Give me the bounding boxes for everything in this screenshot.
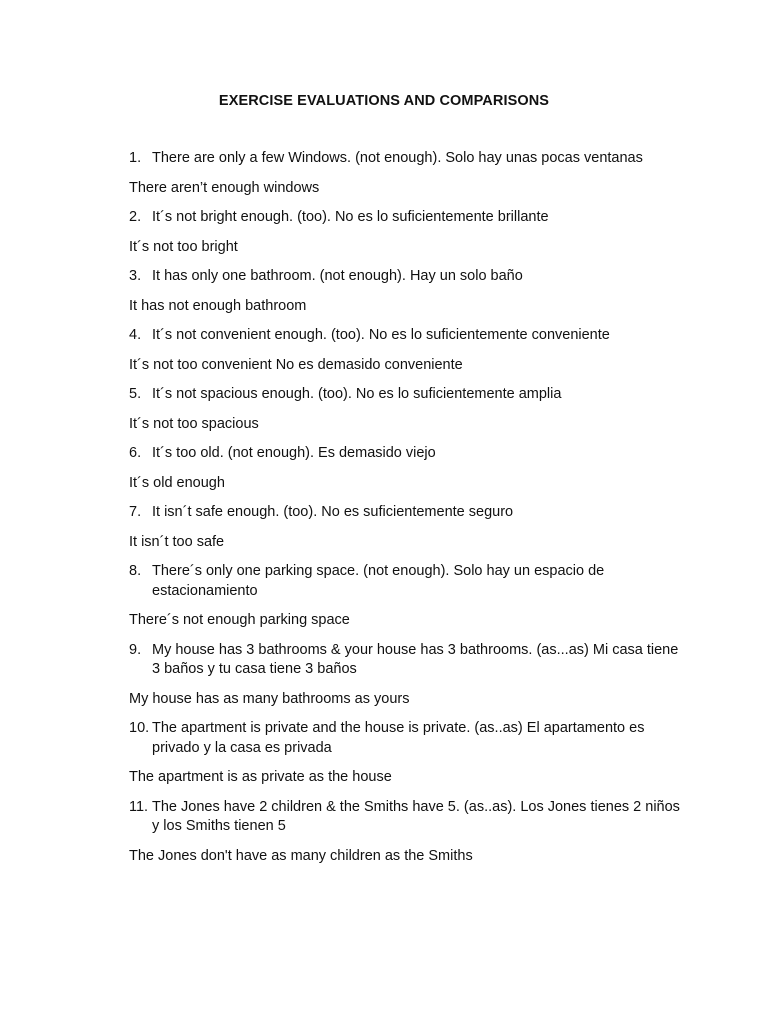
exercise-number: 2. xyxy=(129,209,142,225)
exercise-5-question xyxy=(129,385,689,405)
exercise-2-question xyxy=(129,208,689,228)
exercise-question-text: There are only a few Windows. (not enough). Solo hay unas pocas ventanas xyxy=(152,150,643,166)
exercise-question-text: It´s not bright enough. (too). No es lo suficientemente brillante xyxy=(152,209,549,225)
exercise-7-answer: It isn´t too safe xyxy=(129,533,225,550)
exercise-11-answer: The Jones don't have as many children as the Smiths xyxy=(129,847,473,864)
exercise-8-question xyxy=(129,562,689,601)
page-title: EXERCISE EVALUATIONS AND COMPARISONS xyxy=(218,93,550,109)
exercise-number: 1. xyxy=(129,150,142,166)
exercise-question-text: My house has 3 bathrooms & your house has 3 bathrooms. (as...as) Mi casa tiene 3 baños y tu casa tiene 3 baños xyxy=(152,641,679,677)
exercise-number: 9. xyxy=(129,641,142,658)
exercise-number: 5. xyxy=(129,386,142,402)
exercise-3-answer: It has not enough bathroom xyxy=(129,297,307,314)
exercise-6-answer: It´s old enough xyxy=(129,474,225,491)
exercise-question-text: It´s too old. (not enough). Es demasido viejo xyxy=(152,445,436,461)
exercise-question-text: It isn´t safe enough. (too). No es suficientemente seguro xyxy=(152,504,514,520)
exercise-number: 10. xyxy=(129,720,150,736)
exercise-number: 11. xyxy=(129,798,149,815)
exercise-11-question xyxy=(129,798,689,837)
exercise-question-text: It´s not convenient enough. (too). No es lo suficientemente conveniente xyxy=(152,327,610,343)
exercise-6-question xyxy=(129,444,689,464)
exercise-list xyxy=(129,149,689,876)
exercise-9-question xyxy=(129,641,689,680)
exercise-question-text: There´s only one parking space. (not enough). Solo hay un espacio de estacionamiento xyxy=(152,563,605,599)
exercise-10-answer: The apartment is as private as the house xyxy=(129,769,392,785)
exercise-5-answer: It´s not too spacious xyxy=(129,415,259,432)
exercise-question-text: The Jones have 2 children & the Smiths have 5. (as..as). Los Jones tienes 2 niños y los Smiths tienen 5 xyxy=(152,798,680,834)
exercise-9-answer: My house has as many bathrooms as yours xyxy=(129,690,410,707)
exercise-number: 7. xyxy=(129,504,142,520)
exercise-1-question xyxy=(129,149,689,169)
exercise-question-text: The apartment is private and the house is private. (as..as) El apartamento es privado y la casa es privada xyxy=(152,720,645,756)
exercise-number: 8. xyxy=(129,563,142,579)
exercise-3-question xyxy=(129,267,689,287)
exercise-number: 4. xyxy=(129,327,142,343)
exercise-question-text: It´s not spacious enough. (too). No es lo suficientemente amplia xyxy=(152,386,562,402)
exercise-4-answer: It´s not too convenient No es demasido conveniente xyxy=(129,356,463,373)
exercise-number: 3. xyxy=(129,268,142,284)
exercise-10-question xyxy=(129,719,689,758)
exercise-7-question xyxy=(129,503,689,523)
exercise-1-answer: There aren’t enough windows xyxy=(129,179,320,196)
exercise-number: 6. xyxy=(129,445,142,461)
exercise-question-text: It has only one bathroom. (not enough). Hay un solo baño xyxy=(152,268,523,284)
exercise-4-question xyxy=(129,326,689,346)
exercise-8-answer: There´s not enough parking space xyxy=(129,612,350,628)
exercise-2-answer: It´s not too bright xyxy=(129,238,238,255)
